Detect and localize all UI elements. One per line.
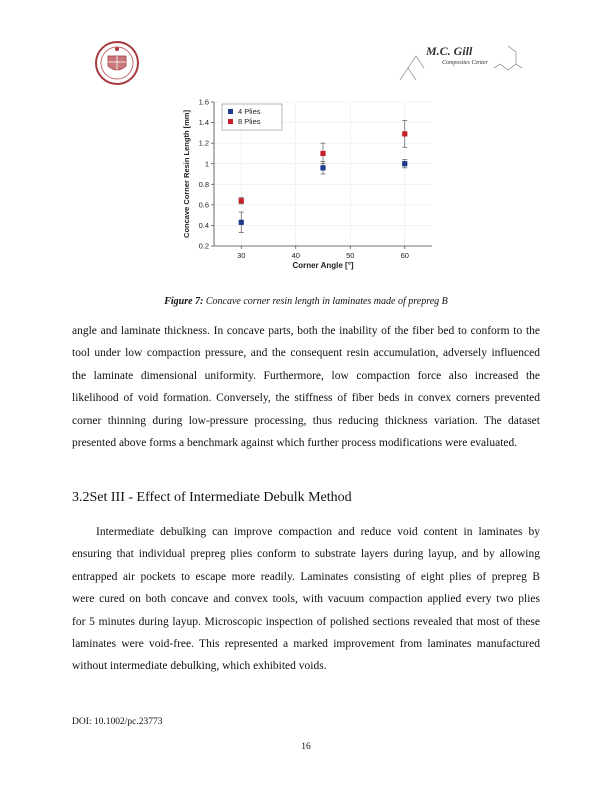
figure-caption <box>72 296 540 307</box>
figure-caption-label: Figure 7: <box>164 296 204 307</box>
paragraph-line: ensuring that individual prepreg plies conform to substrate layers during layup, and by allowing <box>72 548 540 561</box>
paragraph-line: laminates were void-free. This represented a marked improvement from laminates manufactured <box>72 637 540 650</box>
data-point <box>239 198 244 203</box>
resin-length-chart <box>178 92 440 274</box>
x-tick-label: 50 <box>346 251 355 260</box>
y-tick-label: 1.6 <box>198 97 209 107</box>
y-tick-label: 1.2 <box>198 138 209 148</box>
legend-swatch <box>228 119 233 124</box>
data-point <box>402 131 407 136</box>
doi-footer: DOI: 10.1002/pc.23773 <box>72 717 163 727</box>
body-paragraph-1 <box>72 320 540 454</box>
paragraph-line: the laminate dimensional uniformity. Furthermore, low compaction force also increased the <box>72 369 540 382</box>
data-point <box>320 165 325 170</box>
legend-swatch <box>228 109 233 114</box>
page-number: 16 <box>301 742 311 752</box>
paragraph-line: angle and laminate thickness. In concave parts, both the inability of the fiber bed to conform to the <box>72 325 540 337</box>
logo-subtitle: Composites Center <box>442 60 488 66</box>
paragraph-line: without intermediate debulking, which exhibited voids. <box>72 660 327 673</box>
data-point <box>402 161 407 166</box>
x-axis-label: Corner Angle [°] <box>292 261 354 270</box>
paragraph-line: likelihood of void formation. Conversely, the stiffness of fiber beds in convex corners prevented <box>72 392 540 405</box>
x-tick-label: 40 <box>291 251 300 260</box>
data-point <box>239 220 244 225</box>
paragraph-line: corner thinning during low-pressure processing, thus reducing thickness variation. The dataset <box>72 414 540 427</box>
logo-title: M.C. Gill <box>426 44 473 58</box>
x-tick-label: 60 <box>400 251 409 260</box>
y-tick-label: 0.6 <box>198 200 209 210</box>
x-tick-label: 30 <box>237 251 246 260</box>
paragraph-line: tool under low compaction pressure, and the consequent resin accumulation, adversely influenced <box>72 347 540 360</box>
paragraph-line: Intermediate debulking can improve compaction and reduce void content in laminates by <box>72 526 540 538</box>
figure-caption-text: Concave corner resin length in laminates made of prepreg B <box>203 296 448 307</box>
y-tick-label: 1.4 <box>198 118 209 128</box>
y-tick-label: 0.4 <box>198 221 209 231</box>
body-paragraph-2 <box>72 521 540 678</box>
paragraph-line: for 5 minutes during layup. Microscopic inspection of polished sections revealed that most of these <box>72 615 540 628</box>
paragraph-line: entrapped air pockets to escape more readily. Laminates consisting of eight plies of prepreg B <box>72 570 540 583</box>
legend-label: 4 Plies <box>238 107 261 116</box>
y-tick-label: 0.8 <box>198 179 209 189</box>
y-axis-label: Concave Corner Resin Length [mm] <box>182 110 191 238</box>
section-heading: 3.2Set III - Effect of Intermediate Debulk Method <box>72 490 352 505</box>
paragraph-line: were cured on both concave and convex tools, with vacuum compaction applied every two plies <box>72 593 540 606</box>
y-tick-label: 1 <box>204 159 209 169</box>
paragraph-line: presented above forms a benchmark against which further process modifications were evaluated. <box>72 436 518 449</box>
y-tick-label: 0.2 <box>198 241 209 251</box>
legend-label: 8 Plies <box>238 117 261 126</box>
data-point <box>320 151 325 156</box>
university-seal-logo <box>94 40 140 86</box>
